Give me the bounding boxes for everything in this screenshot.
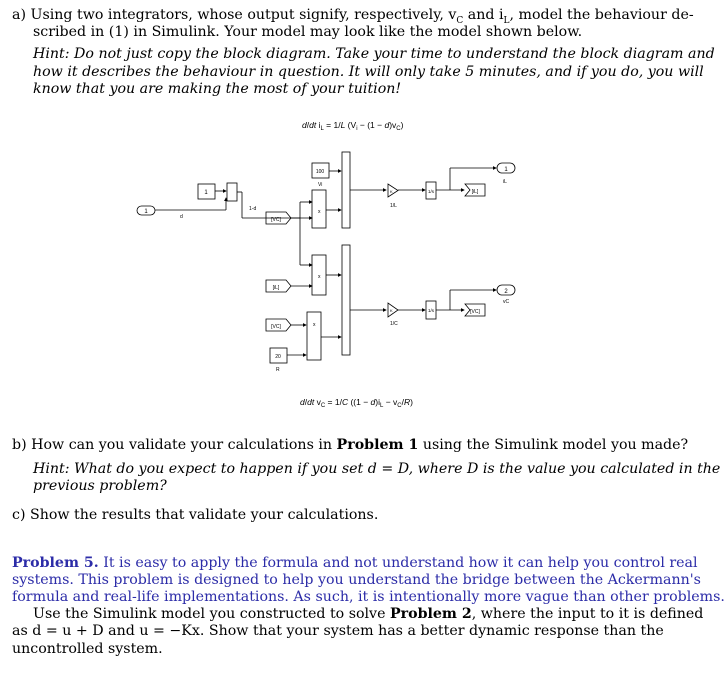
part-a-text-mid: and i	[463, 7, 504, 23]
sum-block-1[interactable]	[227, 183, 237, 201]
gain-kc-label: K	[390, 308, 393, 313]
integrator-1-label: 1/s	[427, 189, 435, 194]
constant-20-value: 20	[275, 354, 281, 360]
part-a-text-end: , model the behaviour de-	[509, 7, 694, 23]
goto-il-label: [iL]	[471, 189, 479, 195]
subscript-l: L	[503, 15, 510, 26]
goto-vc-2-label: [VC]	[470, 309, 480, 315]
part-b-problem-ref: Problem 1	[336, 437, 419, 453]
outport-1-label: 1	[504, 167, 508, 173]
divide-block[interactable]	[307, 312, 321, 360]
label-1-over-c: 1/C	[390, 321, 398, 327]
hint-b-line-1: Hint: What do you expect to happen if you set d = D, where D is the value you calculated in the	[33, 461, 721, 477]
label-1-minus-d: 1-d	[249, 206, 257, 212]
problem5-problem-ref: Problem 2	[389, 606, 472, 622]
integrator-2-label: 1/s	[427, 308, 435, 313]
part-a-text: a) Using two integrators, whose output signify, respectively, v	[12, 7, 457, 23]
label-1-over-l: 1/L	[390, 203, 397, 209]
equation-vc: d/dt $v_C = 1/C$ $((1 - d)i_L - v_C/R)$	[300, 397, 413, 409]
sum-block-top[interactable]	[342, 152, 350, 228]
label-r: R	[276, 367, 280, 373]
label-il: iL	[503, 179, 507, 185]
label-vc: vC	[503, 299, 510, 305]
part-b-line-1	[12, 436, 688, 454]
subscript-c: C	[456, 15, 464, 26]
part-b-text-pre: b) How can you validate your calculations in	[12, 437, 337, 453]
part-c-line-1: c) Show the results that validate your calculations.	[12, 507, 379, 523]
problem5-line-4	[33, 605, 703, 623]
part-a-line-2: scribed in (1) in Simulink. Your model may look like the model shown below.	[33, 24, 583, 40]
inport-1-label: 1	[144, 209, 148, 215]
problem5-line-3: formula and real-life implementations. As such, it is intentionally more vague than other problems.	[12, 589, 725, 605]
simulink-diagram	[0, 100, 666, 430]
label-d: d	[180, 214, 183, 220]
sum-block-bottom[interactable]	[342, 245, 350, 355]
label-x-3: x	[313, 322, 316, 328]
equation-il: d/dt $i_L = 1/L$ $(V_i - (1 - d)v_C)$	[302, 120, 404, 132]
hint-b-line-2: previous problem?	[33, 478, 167, 494]
hint-a-line-2: how it describes the behaviour in question. It will only take 5 minutes, and if you do, you will	[33, 64, 704, 80]
part-b-text-post: using the Simulink model you made?	[418, 437, 689, 453]
goto-vc-1-label: [VC]	[271, 217, 281, 223]
problem5-line-2: systems. This problem is designed to help you understand the bridge between the Ackermann's	[12, 572, 701, 588]
label-x-2: x	[318, 274, 321, 280]
constant-100-value: 100	[315, 169, 325, 175]
problem5-text-4-pre: Use the Simulink model you constructed to solve	[33, 606, 390, 622]
problem5-text-1: It is easy to apply the formula and not understand how it can help you control real	[98, 555, 698, 571]
problem5-line-6: uncontrolled system.	[12, 641, 163, 657]
hint-a-line-1: Hint: Do not just copy the block diagram. Take your time to understand the block diagram and	[33, 46, 715, 62]
outport-2-label: 2	[504, 289, 508, 295]
problem5-line-1	[12, 554, 698, 572]
label-x-1: x	[318, 209, 321, 215]
from-il-label: [iL]	[272, 285, 280, 291]
problem5-line-5: as d = u + D and u = −Kx. Show that your system has a better dynamic response than the	[12, 623, 664, 639]
constant-1-value: 1	[204, 190, 208, 196]
from-vc-label: [VC]	[271, 324, 281, 330]
problem5-title: Problem 5.	[12, 555, 99, 571]
problem5-text-4-post: , where the input to it is defined	[471, 606, 704, 622]
label-vi: Vi	[318, 182, 323, 188]
hint-a-line-3: know that you are making the most of your tuition!	[33, 81, 402, 97]
gain-kl-label: K	[390, 189, 393, 194]
